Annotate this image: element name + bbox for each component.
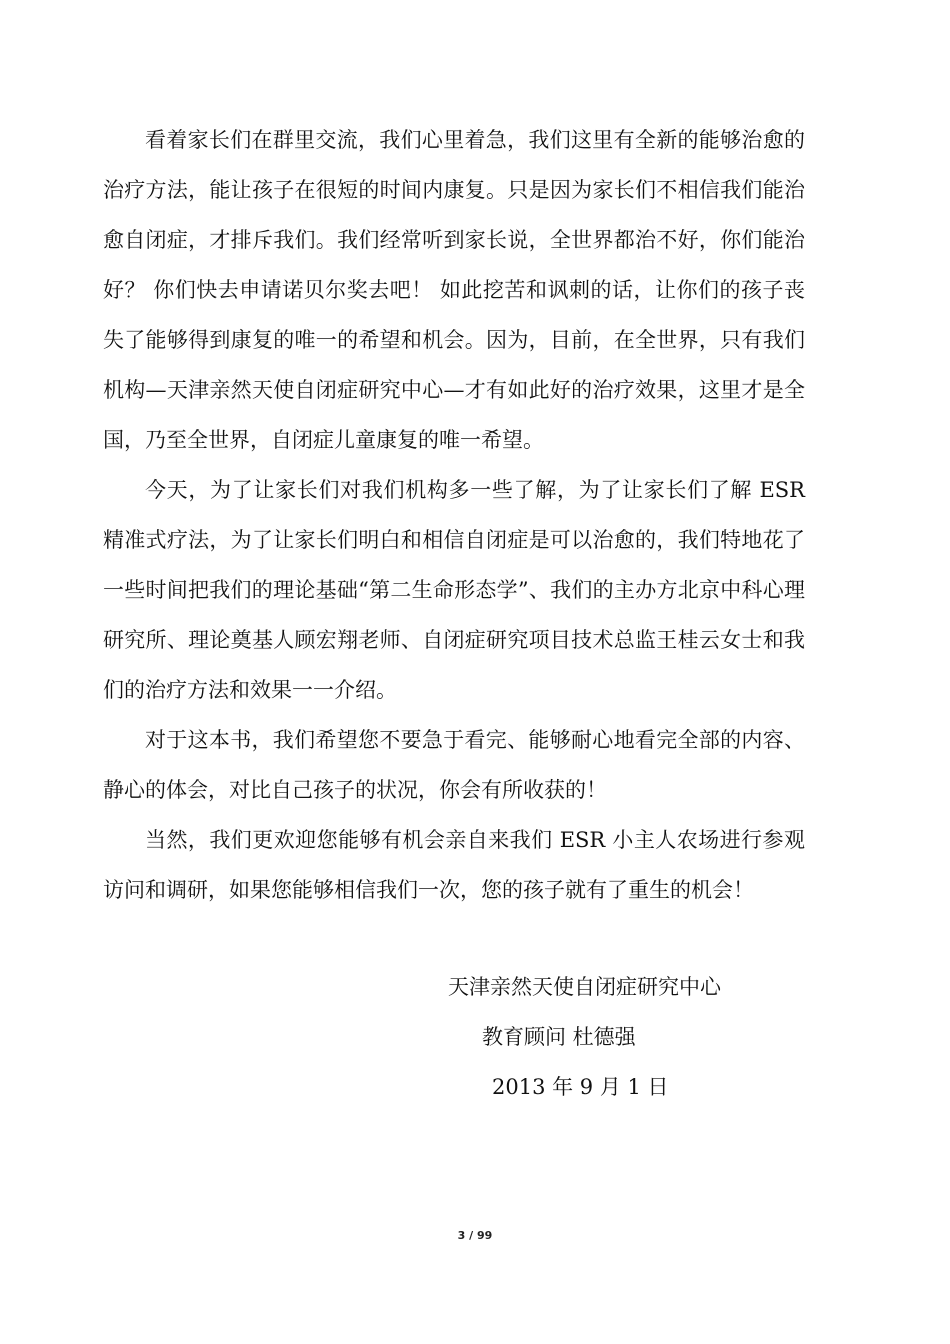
paragraph-3: 对于这本书，我们希望您不要急于看完、能够耐心地看完全部的内容、静心的体会，对比自己孩子的状况，你会有所收获的！ [103, 728, 805, 802]
letter-body [103, 115, 805, 915]
paragraph-2: 今天，为了让家长们对我们机构多一些了解，为了让家长们了解 ESR 精准式疗法，为了让家长们明白和相信自闭症是可以治愈的，我们特地花了一些时间把我们的理论基础“第二生命形态学”、我们的主办方北京中科心理研究所、理论奠基人顾宏翔老师、自闭症研究项目技术总监王桂云女士和我们的治疗方法和效果一一介绍。 [103, 478, 805, 702]
page-number: 3 / 99 [457, 1229, 493, 1242]
signature-organization: 天津亲然天使自闭症研究中心 [448, 975, 721, 999]
signature-date: 2013 年 9 月 1 日 [492, 1075, 669, 1099]
signature-person: 教育顾问 杜德强 [482, 1025, 636, 1049]
paragraph-1: 看着家长们在群里交流，我们心里着急，我们这里有全新的能够治愈的治疗方法，能让孩子在很短的时间内康复。只是因为家长们不相信我们能治愈自闭症，才排斥我们。我们经常听到家长说，全世界都治不好，你们能治好？ 你们快去申请诺贝尔奖去吧！ 如此挖苦和讽刺的话，让你们的孩子丧失了能够得到康复的唯一的希望和机会。因为，目前，在全世界，只有我们机构—天津亲然天使自闭症研究中心—才有如此好的治疗效果，这里才是全国，乃至全世界，自闭症儿童康复的唯一希望。 [103, 128, 805, 452]
paragraph-4: 当然，我们更欢迎您能够有机会亲自来我们 ESR 小主人农场进行参观访问和调研，如果您能够相信我们一次，您的孩子就有了重生的机会！ [103, 828, 805, 902]
signature-block [380, 962, 800, 1112]
